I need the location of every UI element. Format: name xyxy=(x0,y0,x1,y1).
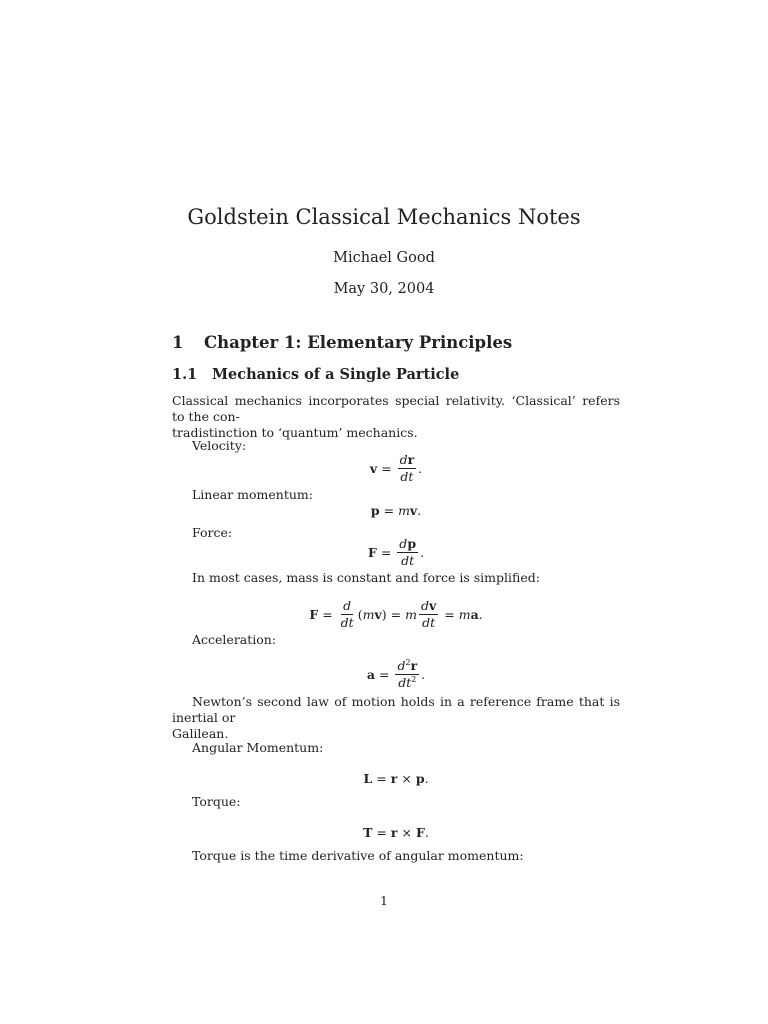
frac-num: d xyxy=(343,598,352,614)
section-number: 1 xyxy=(172,333,184,352)
frac-num-d: d xyxy=(420,598,429,614)
eq-equals-3: = xyxy=(444,606,455,622)
angular-momentum-label: Angular Momentum: xyxy=(192,740,324,755)
eq-equals-1: = xyxy=(322,606,333,622)
eq-operand-b: p xyxy=(415,770,425,786)
eq-equals: = xyxy=(378,666,390,682)
eq-operand-a: r xyxy=(390,770,398,786)
eq-operand-a: r xyxy=(390,824,398,840)
eq-equals: = xyxy=(380,544,392,560)
section-heading xyxy=(172,333,512,352)
newton-line-2: Galilean. xyxy=(172,726,229,741)
velocity-label: Velocity: xyxy=(192,438,247,453)
frac-den: dt xyxy=(398,674,412,690)
frac-den: dt xyxy=(400,468,414,484)
frac-num-d: d xyxy=(399,536,408,552)
frac-den-exponent: 2 xyxy=(411,674,417,684)
eq-lhs: T xyxy=(363,824,373,840)
eq-lhs: F xyxy=(367,544,377,560)
eq-equals: = xyxy=(376,770,387,786)
paren-close: ) xyxy=(381,606,387,622)
eq-equals-2: = xyxy=(390,606,402,622)
linear-momentum-label: Linear momentum: xyxy=(192,487,313,502)
torque-equation xyxy=(172,823,620,841)
eq-period: . xyxy=(478,606,483,622)
subsection-title: Mechanics of a Single Particle xyxy=(212,366,460,383)
momentum-equation xyxy=(172,501,620,519)
intro-line-2: tradistinction to ‘quantum’ mechanics. xyxy=(172,425,418,440)
eq-cross: × xyxy=(401,824,412,840)
eq-fraction xyxy=(395,659,419,688)
section-title: Chapter 1: Elementary Principles xyxy=(204,333,513,352)
eq-fraction-1 xyxy=(339,599,356,628)
newton-paragraph xyxy=(172,694,620,742)
eq-equals: = xyxy=(381,460,392,476)
force-simplified-equation xyxy=(172,597,620,631)
eq-period: . xyxy=(424,824,429,840)
eq-period: . xyxy=(418,460,423,476)
eq-operand-b: F xyxy=(416,824,425,840)
velocity-equation xyxy=(172,452,620,484)
eq-lhs: v xyxy=(369,460,378,476)
frac-num-exponent: 2 xyxy=(405,658,411,668)
angular-momentum-equation xyxy=(172,769,620,787)
document-date: May 30, 2004 xyxy=(333,281,435,297)
frac-num-var: r xyxy=(410,658,418,674)
newton-line-1: Newton’s second law of motion holds in a reference frame that is inertial or xyxy=(172,694,620,725)
eq-period: . xyxy=(424,770,429,786)
frac-den: dt xyxy=(340,614,354,630)
document-title: Goldstein Classical Mechanics Notes xyxy=(187,205,581,229)
eq-mass: m xyxy=(362,606,375,622)
eq-cross: × xyxy=(401,770,412,786)
acceleration-equation xyxy=(172,657,620,691)
eq-lhs: p xyxy=(370,502,380,518)
frac-num-var: v xyxy=(428,598,437,614)
subsection-heading xyxy=(172,366,459,383)
frac-num-d: d xyxy=(399,452,408,468)
eq-mass: m xyxy=(405,606,417,622)
mass-constant-text: In most cases, mass is constant and force is simplified: xyxy=(192,570,540,585)
torque-label: Torque: xyxy=(192,794,241,809)
force-equation xyxy=(172,536,620,568)
document-author: Michael Good xyxy=(333,250,435,266)
frac-num-d: d xyxy=(397,658,406,674)
eq-mass: m xyxy=(398,502,410,518)
eq-acceleration: a xyxy=(470,606,479,622)
eq-equals: = xyxy=(383,502,395,518)
eq-period: . xyxy=(420,544,425,560)
frac-num-var: p xyxy=(407,536,417,552)
intro-paragraph xyxy=(172,393,620,441)
eq-lhs: L xyxy=(363,770,373,786)
eq-period: . xyxy=(421,666,426,682)
eq-lhs: a xyxy=(366,666,375,682)
eq-fraction xyxy=(397,537,418,566)
eq-fraction-2 xyxy=(419,599,438,628)
eq-velocity: v xyxy=(409,502,418,518)
eq-period: . xyxy=(417,502,422,518)
subsection-number: 1.1 xyxy=(172,366,198,383)
intro-line-1: Classical mechanics incorporates special relativity. ‘Classical’ refers to the con- xyxy=(172,393,620,424)
torque-derivative-text: Torque is the time derivative of angular momentum: xyxy=(192,848,524,863)
paren-open: ( xyxy=(357,606,363,622)
eq-mass: m xyxy=(458,606,471,622)
frac-den: dt xyxy=(422,614,436,630)
force-label: Force: xyxy=(192,525,233,540)
eq-velocity: v xyxy=(374,606,382,622)
frac-num-var: r xyxy=(407,452,415,468)
eq-fraction xyxy=(398,453,417,482)
frac-den: dt xyxy=(401,552,415,568)
eq-lhs: F xyxy=(309,606,319,622)
page-number: 1 xyxy=(380,893,388,908)
acceleration-label: Acceleration: xyxy=(192,632,277,647)
eq-equals: = xyxy=(376,824,387,840)
